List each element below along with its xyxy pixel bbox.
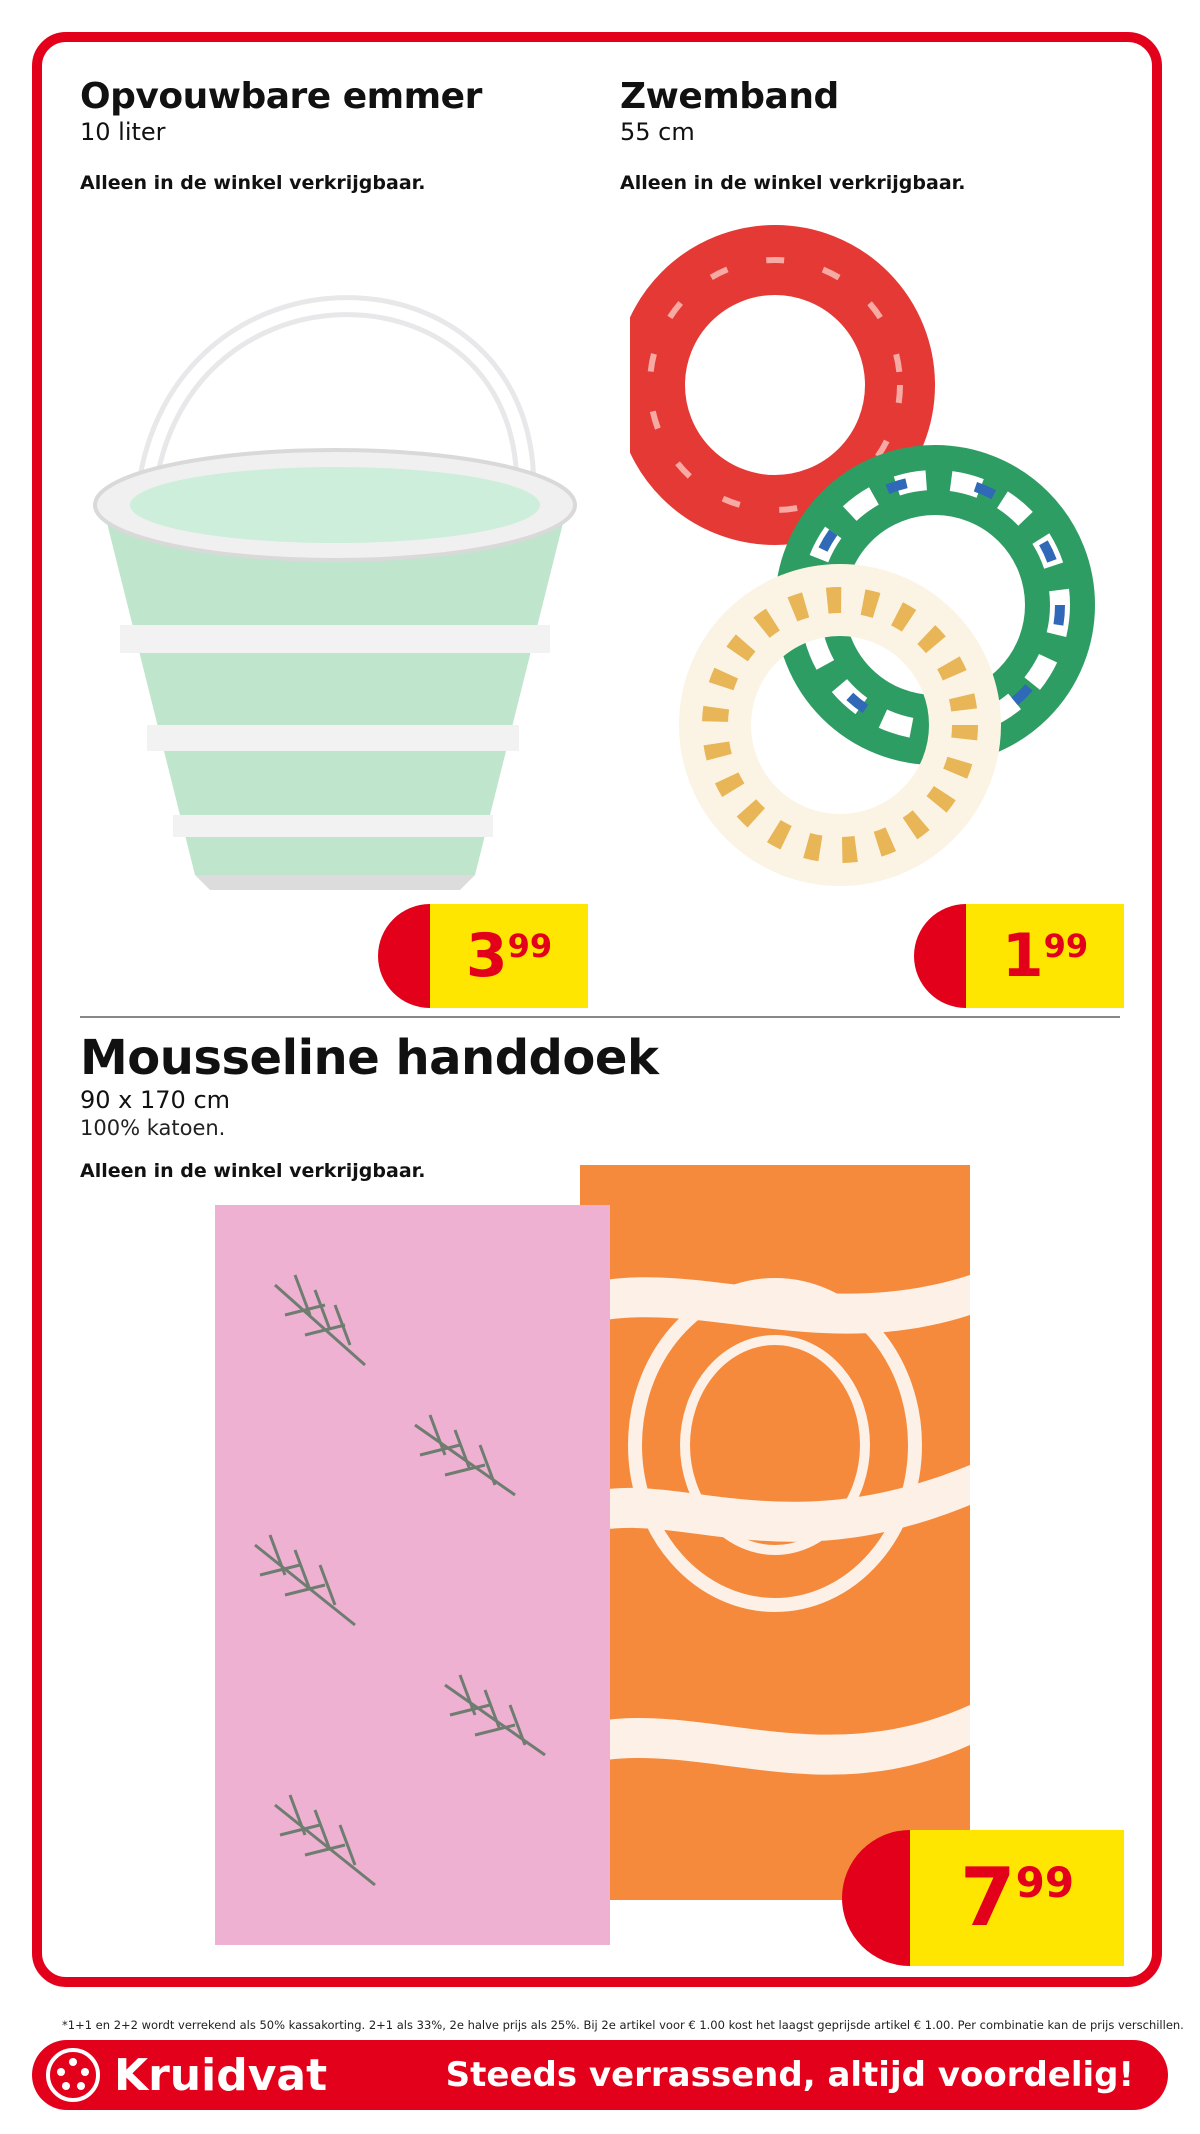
- product-title-swim-ring: Zwemband: [620, 76, 839, 117]
- price-tag-swim-ring: [914, 904, 1124, 1008]
- price-main: 1: [1001, 921, 1044, 991]
- price-cents: 99: [1043, 927, 1089, 965]
- section-divider: [80, 1016, 1120, 1018]
- slogan: Steeds verrassend, altijd voordelig!: [445, 2055, 1134, 2095]
- product-size-towel: 90 x 170 cm: [80, 1086, 231, 1114]
- price-tag-towel: [842, 1830, 1124, 1966]
- price-cents: 99: [1015, 1858, 1075, 1907]
- brand-name: Kruidvat: [114, 2050, 328, 2101]
- kruidvat-logo-icon: [46, 2048, 100, 2102]
- price-cents: 99: [507, 927, 553, 965]
- towels-image: [215, 1165, 975, 1945]
- swim-rings-image: [630, 215, 1120, 915]
- product-material-towel: 100% katoen.: [80, 1116, 226, 1140]
- footer-bar: [32, 2040, 1168, 2110]
- product-title-towel: Mousseline handdoek: [80, 1030, 659, 1086]
- product-size-swim-ring: 55 cm: [620, 118, 695, 146]
- price-main: 7: [959, 1851, 1016, 1944]
- availability-note-bucket: Alleen in de winkel verkrijgbaar.: [80, 172, 426, 194]
- availability-note-towel: Alleen in de winkel verkrijgbaar.: [80, 1160, 426, 1182]
- price-tag-bucket: [378, 904, 588, 1008]
- product-size-bucket: 10 liter: [80, 118, 166, 146]
- footnote: *1+1 en 2+2 wordt verrekend als 50% kassakorting. 2+1 als 33%, 2e halve prijs als 25%. Bij 2e artikel voor € 1.00 kost het laagst geprijsde artikel € 1.00. Per combinatie kan de prijs verschillen.: [62, 2018, 1184, 2032]
- product-title-bucket: Opvouwbare emmer: [80, 76, 482, 117]
- price-main: 3: [465, 921, 508, 991]
- bucket-image: [75, 225, 595, 895]
- availability-note-swim-ring: Alleen in de winkel verkrijgbaar.: [620, 172, 966, 194]
